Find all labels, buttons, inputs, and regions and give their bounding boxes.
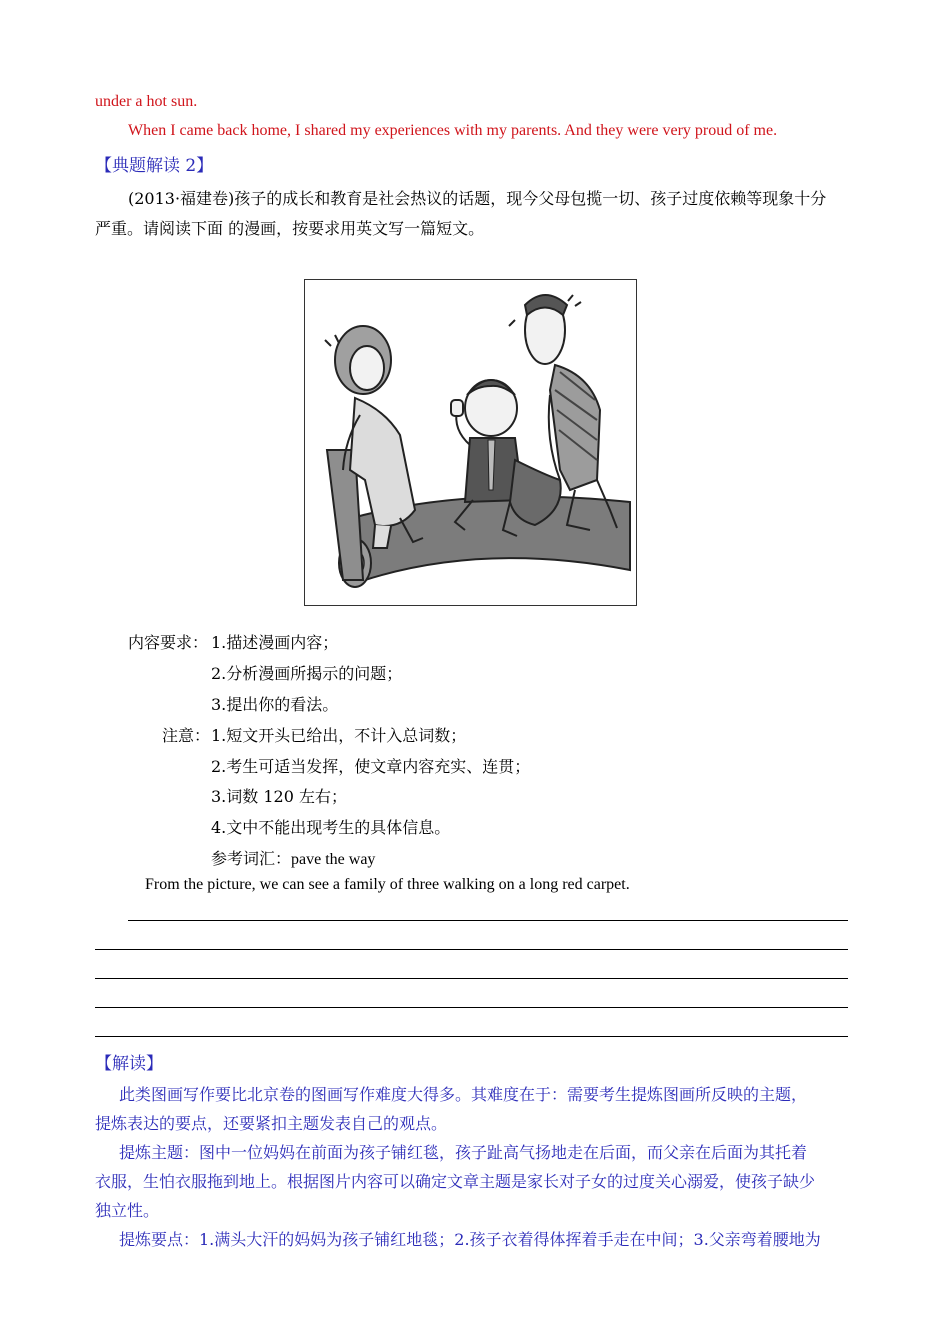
content-req-label: 内容要求：: [128, 633, 209, 652]
note-item-2: 2.考生可适当发挥，使文章内容充实、连贯；: [211, 757, 531, 776]
vocab-value: pave the way: [291, 851, 376, 868]
answer-line-1: [128, 920, 848, 921]
analysis-p3-line-1: 提炼要点：1.满头大汗的妈妈为孩子铺红地毯；2.孩子衣着得体挥着手走在中间；3.父亲弯着腰地为: [119, 1230, 821, 1249]
prev-answer-line-1: under a hot sun.: [95, 93, 198, 110]
cartoon-drawing: [305, 280, 636, 605]
note-item-3: 3.词数 120 左右；: [211, 787, 347, 806]
prev-answer-line-2: When I came back home, I shared my experiences with my parents. And they were very proud of me.: [128, 122, 778, 139]
analysis-p1-line-2: 提炼表达的要点，还要紧扣主题发表自己的观点。: [95, 1114, 448, 1133]
analysis-p2-line-2: 衣服，生怕衣服拖到地上。根据图片内容可以确定文章主题是家长对子女的过度关心溺爱，使孩子缺少: [95, 1172, 816, 1191]
answer-line-3: [95, 978, 848, 979]
content-req-item-3: 3.提出你的看法。: [211, 695, 339, 714]
vocab-label: 参考词汇：: [211, 849, 292, 868]
content-req-item-2: 2.分析漫画所揭示的问题；: [211, 664, 403, 683]
analysis-p1-line-1: 此类图画写作要比北京卷的图画写作难度大得多。其难度在于：需要考生提炼图画所反映的主题，: [119, 1085, 808, 1104]
prompt-line-2: 严重。请阅读下面 的漫画，按要求用英文写一篇短文。: [95, 219, 485, 238]
note-label: 注意：: [162, 726, 211, 745]
analysis-heading: 【解读】: [95, 1054, 163, 1074]
note-item-4: 4.文中不能出现考生的具体信息。: [211, 818, 451, 837]
answer-line-4: [95, 1007, 848, 1008]
answer-line-2: [95, 949, 848, 950]
analysis-p2-line-3: 独立性。: [95, 1201, 160, 1220]
vocab-line: [211, 846, 375, 869]
analysis-p2-line-1: 提炼主题：图中一位妈妈在前面为孩子铺红毯，孩子趾高气扬地走在后面，而父亲在后面为其托着: [119, 1143, 808, 1162]
cartoon-image: [304, 279, 637, 606]
note-item-1: 1.短文开头已给出，不计入总词数；: [211, 726, 467, 745]
example-heading: 【典题解读 2】: [95, 156, 214, 176]
prompt-line-1: (2013·福建卷)孩子的成长和教育是社会热议的话题，现今父母包揽一切、孩子过度依赖等现象十分: [128, 189, 827, 208]
essay-opening: From the picture, we can see a family of three walking on a long red carpet.: [145, 876, 630, 893]
content-req-item-1: 1.描述漫画内容；: [211, 633, 339, 652]
answer-line-5: [95, 1036, 848, 1037]
